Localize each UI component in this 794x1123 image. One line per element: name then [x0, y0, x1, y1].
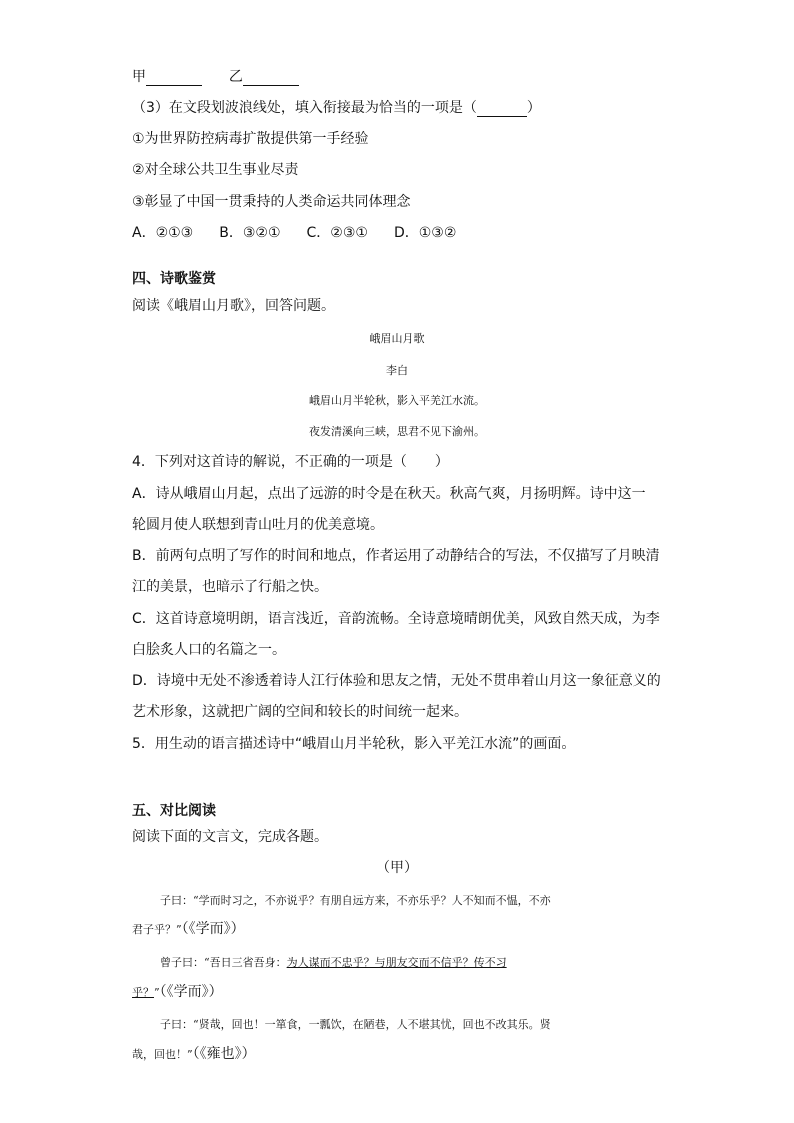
q3-answer-blank[interactable]	[477, 102, 527, 117]
passage-p1-source: （《学而》）	[181, 921, 245, 937]
passage-p3-line1: 子曰：“贤哉，回也！一箪食，一瓢饮，在陋巷，人不堪其忧，回也不改其乐。贤	[160, 1018, 551, 1031]
passage-p3-source: （《雍也》）	[192, 1046, 256, 1062]
q3-item-1: ①为世界防控病毒扩散提供第一手经验	[132, 131, 369, 147]
passage-p2-line1: 曾子曰：“吾日三省吾身：为人谋而不忠乎？与朋友交而不信乎？传不习	[160, 956, 507, 969]
underlined-sentence: 为人谋而不忠乎？与朋友交而不信乎？传不习	[286, 956, 507, 969]
q4-option-a-line2: 轮圆月使人联想到青山吐月的优美意境。	[132, 517, 384, 533]
blank-yi[interactable]	[243, 71, 299, 86]
q4-option-c-line2: 白脍炙人口的名篇之一。	[132, 642, 286, 658]
poem-title: 峨眉山月歌	[369, 332, 425, 345]
q4-stem: 4．下列对这首诗的解说，不正确的一项是（ ）	[132, 454, 449, 470]
q3-option-b: B．③②①	[219, 225, 281, 241]
q4-option-d-line2: 艺术形象，这就把广阔的空间和较长的时间统一起来。	[132, 704, 468, 720]
q3-options	[132, 224, 456, 242]
blank-label-yi: 乙	[228, 69, 243, 85]
q3-option-d: D．①③②	[393, 225, 457, 241]
q4-option-c-line1: C．这首诗意境明朗，语言浅近，音韵流畅。全诗意境晴朗优美，风致自然天成，为李	[132, 611, 660, 627]
q4-option-a-line1: A．诗从峨眉山月起，点出了远游的时令是在秋天。秋高气爽，月扬明辉。诗中这一	[132, 486, 646, 502]
q3-item-3: ③彰显了中国一贯秉持的人类命运共同体理念	[132, 194, 411, 210]
passage-p3-line2: 哉，回也！”（《雍也》）	[132, 1046, 256, 1062]
answer-blanks-line	[132, 68, 299, 86]
q3-option-a: A．②①③	[132, 225, 194, 241]
q5-stem: 5．用生动的语言描述诗中“峨眉山月半轮秋，影入平羌江水流”的画面。	[132, 736, 576, 752]
section5-heading: 五、对比阅读	[132, 803, 216, 819]
q3-stem: （3）在文段划波浪线处，填入衔接最为恰当的一项是（ ）	[132, 100, 541, 116]
passage-p2-line2: 乎？”（《学而》）	[132, 984, 223, 1000]
section5-intro: 阅读下面的文言文，完成各题。	[132, 829, 328, 845]
passage-p2-source: （《学而》）	[159, 984, 223, 1000]
passage-jia-label: （甲）	[376, 860, 418, 876]
q4-option-d-line1: D．诗境中无处不渗透着诗人江行体验和思友之情，无处不贯串着山月这一象征意义的	[132, 673, 661, 689]
q4-option-b-line2: 江的美景，也暗示了行船之快。	[132, 579, 328, 595]
section4-heading: 四、诗歌鉴赏	[132, 271, 216, 287]
passage-p1-line1: 子曰：“学而时习之，不亦说乎？有朋自远方来，不亦乐乎？人不知而不愠，不亦	[160, 894, 551, 907]
q3-option-c: C．②③①	[306, 225, 368, 241]
q4-option-b-line1: B．前两句点明了写作的时间和地点，作者运用了动静结合的写法，不仅描写了月映清	[132, 548, 660, 564]
blank-label-jia: 甲	[132, 69, 146, 85]
poem-line-2: 夜发清溪向三峡，思君不见下渝州。	[309, 425, 485, 438]
blank-jia[interactable]	[146, 71, 202, 86]
passage-p1-line2: 君子乎？”（《学而》）	[132, 921, 245, 937]
q3-item-2: ②对全球公共卫生事业尽责	[132, 162, 299, 178]
poem-line-1: 峨眉山月半轮秋，影入平羌江水流。	[309, 394, 485, 407]
poem-author: 李白	[386, 364, 408, 377]
section4-intro: 阅读《峨眉山月歌》，回答问题。	[132, 298, 335, 314]
